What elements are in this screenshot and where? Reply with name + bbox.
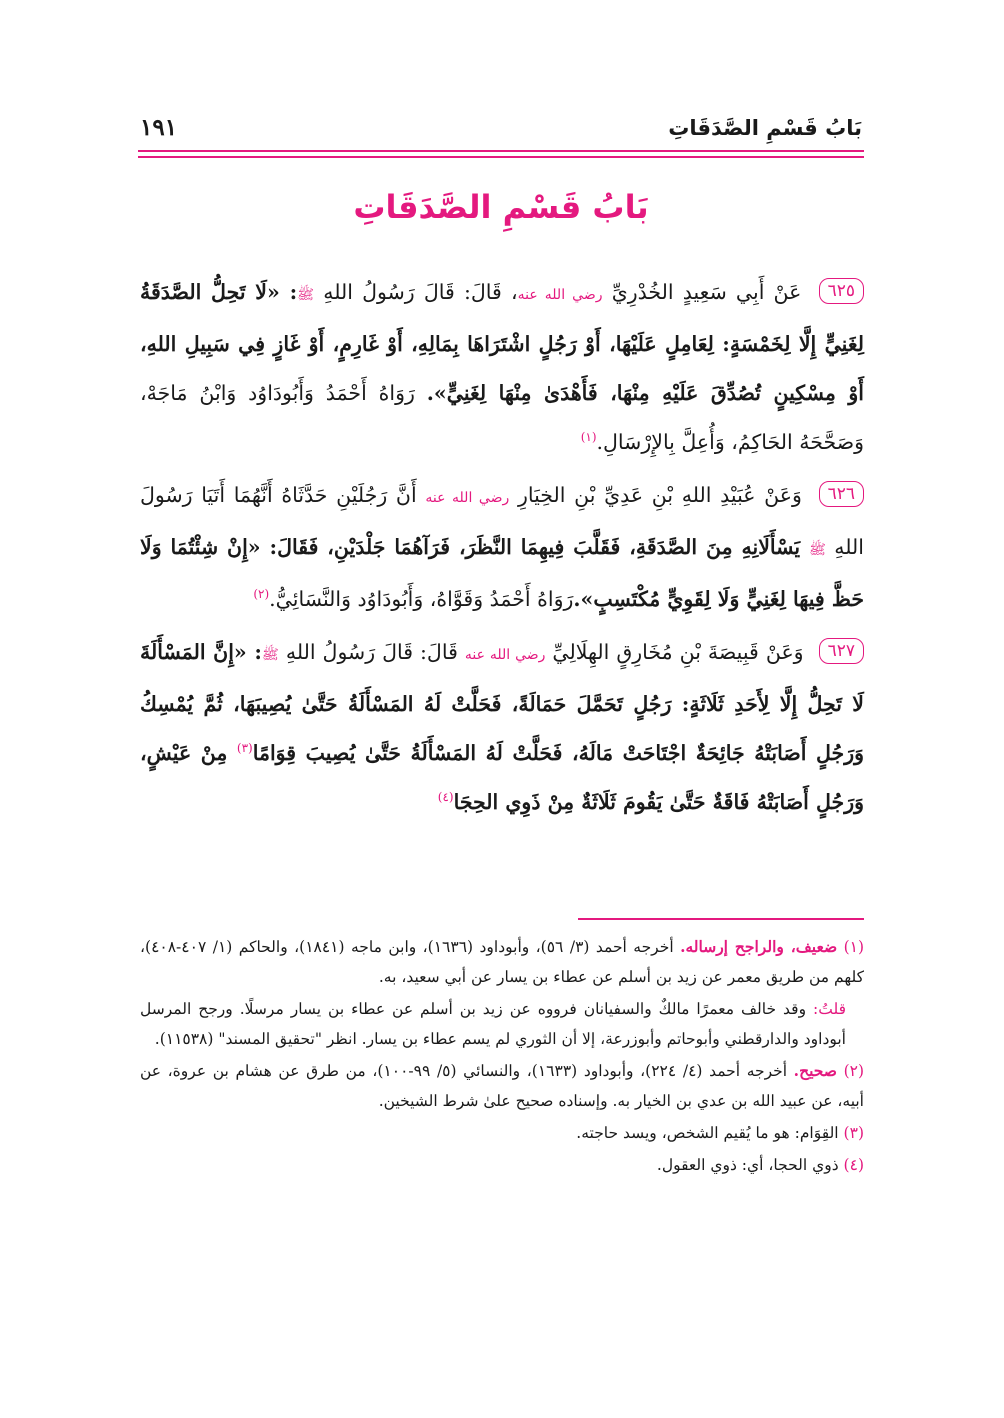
hadith-number: ٦٢٧ xyxy=(819,638,864,664)
footnote-label: (٤) xyxy=(843,1156,864,1174)
honorific-symbol: ﷺ xyxy=(809,542,826,558)
hadith-626 xyxy=(140,471,864,624)
source-text: رَوَاهُ أَحْمَدُ وَقَوَّاهُ، وَأَبُودَاوُد وَالنَّسَائِيُّ. xyxy=(269,587,574,611)
chapter-title: بَابُ قَسْمِ الصَّدَقَاتِ xyxy=(353,188,649,226)
header-rule-second xyxy=(138,156,864,158)
attribution: أَنَّ رَجُلَيْنِ حَدَّثَاهُ أَنَّهُمَا أَتَيَا رَسُولَ اللهِ xyxy=(140,483,864,559)
footnote-text: ذوي الحجا، أي: ذوي العقول. xyxy=(656,1156,844,1174)
honorific-symbol: رضي الله عنه xyxy=(517,287,603,303)
note-label: قلتُ: xyxy=(813,1000,846,1018)
footnote-2 xyxy=(140,1056,864,1116)
footnote-ref: (٤) xyxy=(437,790,454,805)
hadith-text: : «لَا تَحِلُّ الصَّدَقَةُ لِغَنِيٍّ إِلَّا لِخَمْسَةٍ: لِعَامِلٍ عَلَيْهَا، أَوْ رَجُلٍ اشْتَرَاهَا بِمَالِهِ، أَوْ غَارِمٍ، أَوْ غَازٍ فِي سَبِيلِ اللهِ، أَوْ مِسْكِينٍ تُصُدِّقَ عَلَيْهِ مِنْهَا، فَأَهْدَىٰ مِنْهَا لِغَنِيٍّ». xyxy=(140,280,864,405)
footnote-3 xyxy=(140,1118,864,1148)
narrator: وَعَنْ عُبَيْدِ اللهِ بْنِ عَدِيِّ بْنِ الخِيَارِ xyxy=(517,483,802,507)
page-header xyxy=(140,110,862,150)
footnote-1-note xyxy=(140,994,864,1054)
footnote-grade: ضعيف، والراجح إرساله. xyxy=(680,937,838,956)
honorific-symbol: رضي الله عنه xyxy=(464,647,546,663)
footnotes xyxy=(140,932,864,1182)
narrator: وَعَنْ قَبِيصَةَ بْنِ مُخَارِقٍ الهِلَالِيِّ xyxy=(552,640,804,664)
footnote-text: القِوَام: هو ما يُقيم الشخص، ويسد حاجته. xyxy=(576,1124,844,1142)
footnote-1 xyxy=(140,932,864,992)
running-chapter-title: بَابُ قَسْمِ الصَّدَقَاتِ xyxy=(668,116,862,140)
footnote-separator xyxy=(578,918,864,920)
header-rule xyxy=(138,150,864,152)
honorific-symbol: ﷺ xyxy=(261,647,279,663)
hadith-625 xyxy=(140,268,864,467)
hadith-text-continued: مِنْ عَيْشٍ، وَرَجُلٍ أَصَابَتْهُ فَاقَةٌ حَتَّىٰ يَقُومَ ثَلَاثَةٌ مِنْ ذَوِي الحِجَا xyxy=(140,741,864,814)
footnote-text: أخرجه أحمد (٤/ ٢٢٤)، وأبوداود (١٦٣٣)، والنسائي (٥/ ٩٩-١٠٠)، من طرق عن هشام بن عروة، عن أبيه، عن عبيد الله بن عدي بن الخيار به. وإسناده صحيح علىٰ شرط الشيخين. xyxy=(140,1062,864,1110)
source-text: رَوَاهُ أَحْمَدُ وَأَبُودَاوُد وَابْنُ مَاجَهْ، وَصَحَّحَهُ الحَاكِمُ، وَأُعِلَّ بِالإِرْسَالِ. xyxy=(140,381,864,454)
footnote-grade: صحيح. xyxy=(793,1061,837,1080)
hadith-text: : «إِنَّ المَسْأَلَةَ لَا تَحِلُّ إِلَّا لِأَحَدِ ثَلَاثَةٍ: رَجُلٍ تَحَمَّلَ حَمَالَةً، فَحَلَّتْ لَهُ المَسْأَلَةُ حَتَّىٰ يُصِيبَهَا، ثُمَّ يُمْسِكُ وَرَجُلٍ أَصَابَتْهُ جَائِحَةٌ اجْتَاحَتْ مَالَهُ، فَحَلَّتْ لَهُ المَسْأَلَةُ حَتَّىٰ يُصِيبَ قِوَامًا xyxy=(140,640,865,765)
footnote-label: (١) xyxy=(843,938,865,956)
main-text xyxy=(140,268,864,831)
attribution: ، قَالَ: قَالَ رَسُولُ اللهِ xyxy=(323,280,518,304)
hadith-number: ٦٢٦ xyxy=(819,481,864,507)
footnote-4 xyxy=(140,1150,864,1180)
footnote-label: (٢) xyxy=(843,1062,865,1080)
honorific-symbol: رضي الله عنه xyxy=(425,490,510,506)
footnote-text: أخرجه أحمد (٣/ ٥٦)، وأبوداود (١٦٣٦)، وابن ماجه (١٨٤١)، والحاكم (١/ ٤٠٧-٤٠٨)، كلهم من طريق معمر عن زيد بن أسلم عن عطاء بن يسار عن أبي سعيد، به. xyxy=(140,938,864,986)
page-number: ١٩١ xyxy=(140,114,178,141)
hadith-627 xyxy=(140,628,864,827)
note-text: وقد خالف معمرًا مالكٌ والسفيانان فرووه عن زيد بن أسلم عن عطاء بن يسار مرسلًا. ورجح المرسل أبوداود والدارقطني وأبوحاتم وأبوزرعة، إلا أن الثوري لم يسم عطاء بن يسار. انظر "تحقيق المسند" (١١٥٣٨). xyxy=(140,1000,846,1048)
footnote-ref: (٣) xyxy=(236,741,253,756)
footnote-ref: (٢) xyxy=(253,587,270,602)
footnote-ref: (١) xyxy=(580,430,597,445)
attribution: قَالَ: قَالَ رَسُولُ اللهِ xyxy=(285,640,465,664)
narrator: عَنْ أَبِي سَعِيدٍ الخُدْرِيِّ xyxy=(611,280,802,304)
hadith-number: ٦٢٥ xyxy=(819,278,864,304)
hadith-text: يَسْأَلَانِهِ مِنَ الصَّدَقَةِ، فَقَلَّبَ فِيهِمَا النَّظَرَ، فَرَآهُمَا جَلْدَيْنِ، فَقَالَ: «إِنْ شِئْتُمَا وَلَا حَظَّ فِيهَا لِغَنِيٍّ وَلَا لِقَوِيٍّ مُكْتَسِبٍ». xyxy=(140,535,864,611)
footnote-label: (٣) xyxy=(843,1124,864,1142)
honorific-symbol: ﷺ xyxy=(297,287,315,303)
